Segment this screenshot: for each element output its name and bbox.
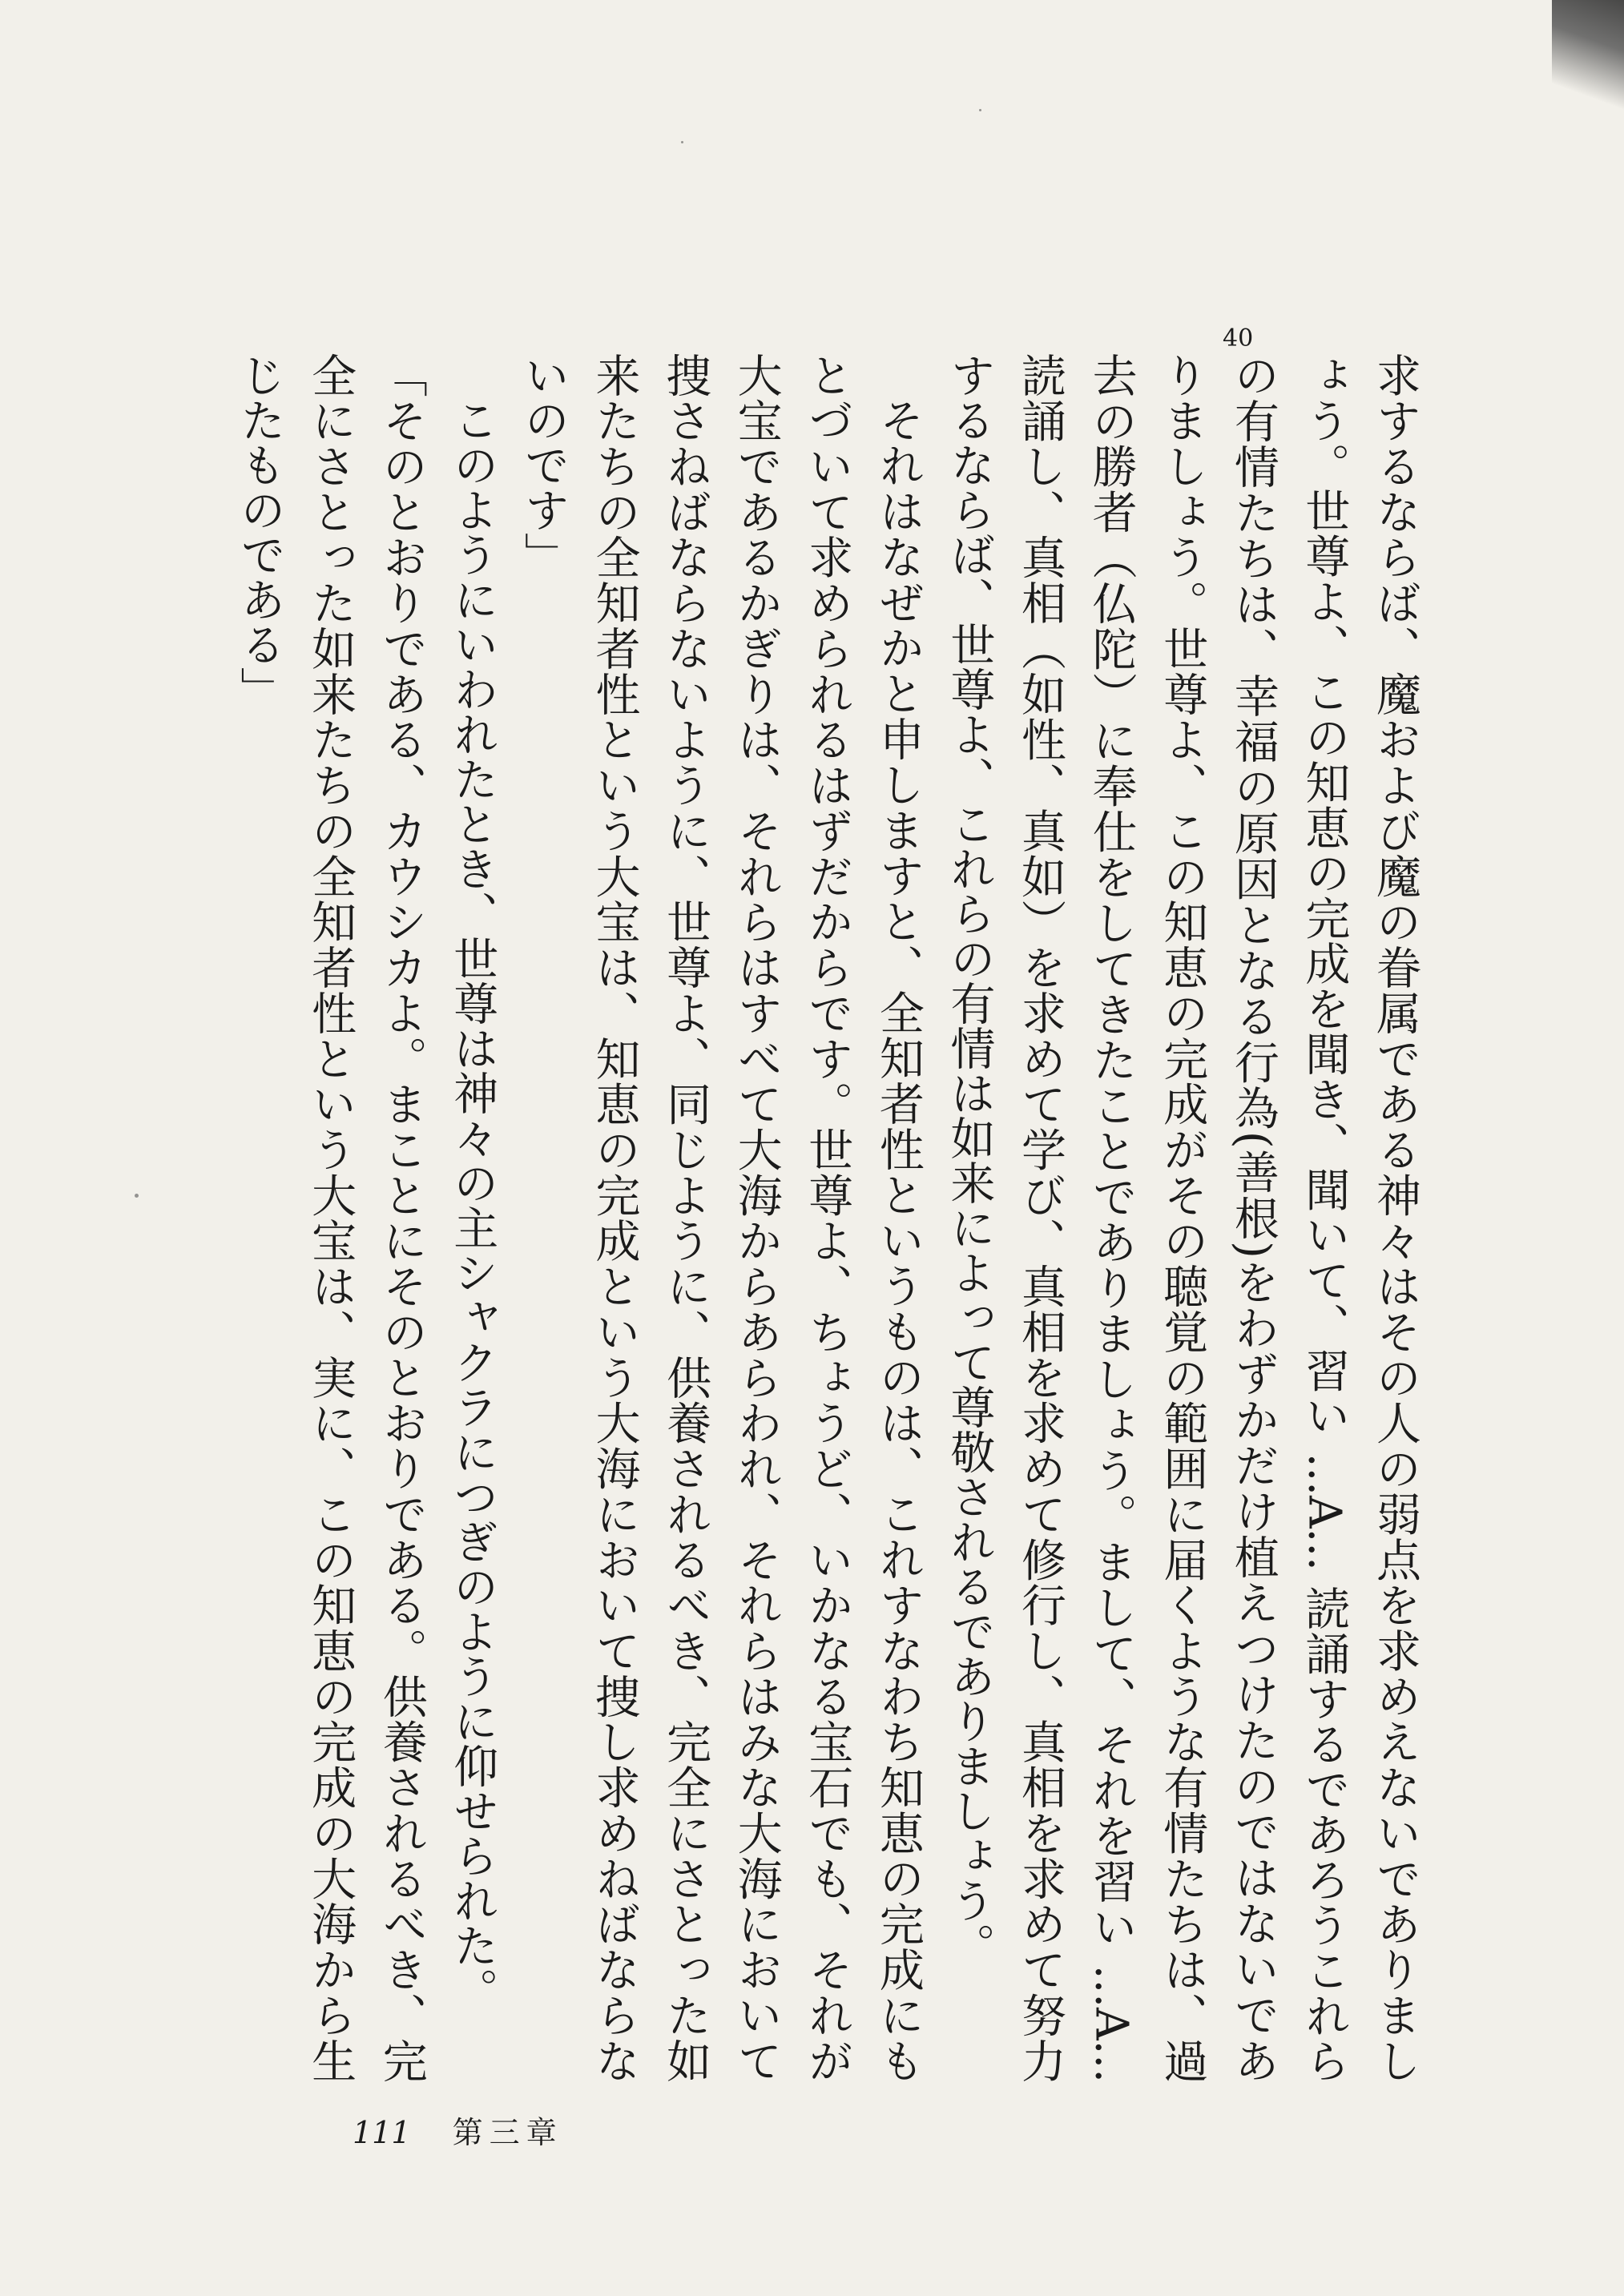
page-footer (353, 2115, 563, 2150)
paragraph: このようにいわれたとき、世尊は神々の主シャクラにつぎのように仰せられた。 (446, 397, 499, 2012)
scan-shadow (1552, 0, 1624, 120)
chapter-title: 第三章 (452, 2115, 563, 2150)
paragraph: それはなぜかと申しますと、全知者性というものは、これすなわち知恵の完成にもとづいて求められるはずだからです。世尊よ、ちょうど、いかなる宝石でも、それが大宝であるかぎりは、それらはすべて大海からあらわれ、それらはみな大海において捜さねばならないように、世尊よ、同じように、供養されるべき、完全にさとった如来たちの全知者性という大宝は、知恵の完成という大海において捜し求めねばならないのです」 (517, 352, 925, 2083)
vertical-text-body (233, 352, 1430, 2084)
paragraph: 求するならば、魔および魔の眷属である神々はその人の弱点を求めえないでありましょう。世尊よ、この知恵の完成を聞き、聞いて、習い ...A... 読誦するであろうこれらの有情たちは、幸福の原因となる行為(善根)をわずかだけ植えつけたのではないでありましょう。世尊よ、この知恵の完成がその聴覚の範囲に届くような有情たちは、過去の勝者（仏陀）に奉仕をしてきたことでありましょう。まして、それを習い ...A... 読誦し、真相（如性、真如）を求めて学び、真相を求めて修行し、真相を求めて努力するならば、世尊よ、これらの有情は如来によって尊敬されるでありましょう。 (943, 352, 1421, 2084)
paragraph: 「そのとおりである、カウシカよ。まことにそのとおりである。供養されるべき、完全にさとった如来たちの全知者性という大宝は、実に、この知恵の完成の大海から生じたものである」 (233, 352, 428, 2084)
scan-speck (135, 1194, 139, 1198)
margin-note-number: 40 (1223, 324, 1254, 352)
scan-speck (979, 109, 981, 111)
page-number: 111 (353, 2115, 411, 2150)
scan-speck (681, 141, 683, 143)
